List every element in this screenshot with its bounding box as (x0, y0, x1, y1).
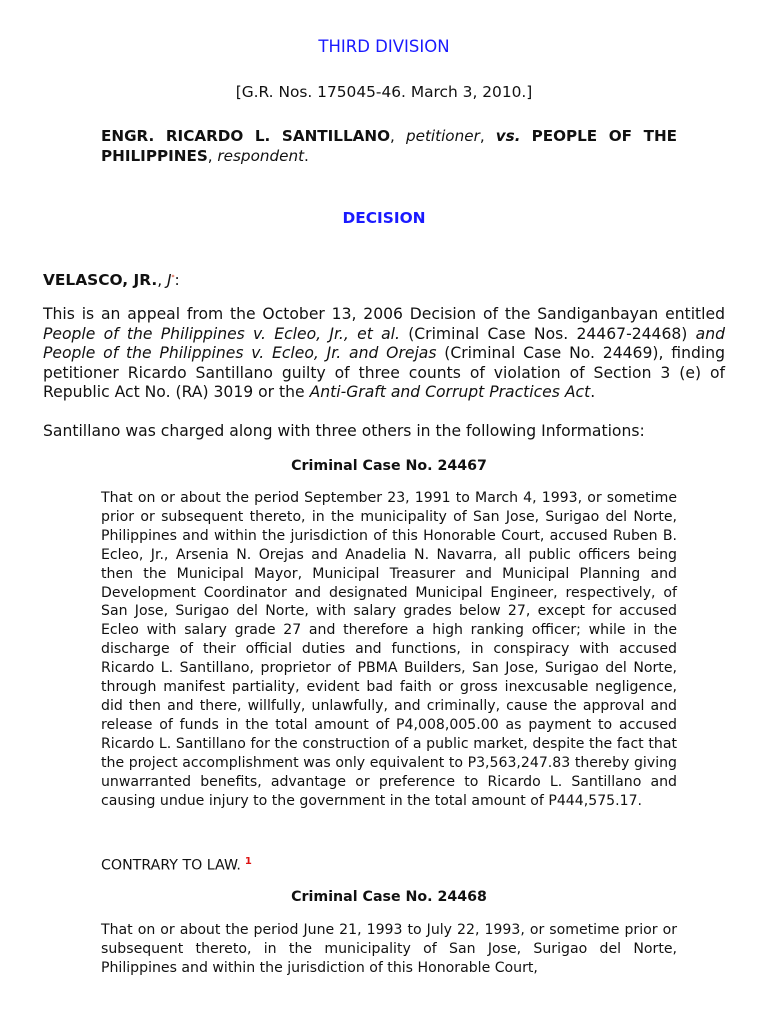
paragraph-text: . (590, 383, 596, 401)
opening-paragraph (43, 305, 725, 403)
respondent-name: PEOPLE OF THE PHILIPPINES (101, 127, 678, 165)
paragraph-text: (Criminal Case No. 24469), finding petitioner Ricardo Santillano guilty of three counts of violation of Section 3 (e) of Republic Act No. (RA) 3019 or the (43, 344, 725, 401)
petitioner-name: ENGR. RICARDO L. SANTILLANO (101, 127, 391, 145)
decision-heading: DECISION (342, 209, 426, 227)
ponente-name: VELASCO, JR. (43, 271, 158, 290)
division-heading: THIRD DIVISION (318, 37, 450, 56)
contrary-to-law (101, 852, 252, 876)
informations-intro: Santillano was charged along with three others in the following Informations: (43, 422, 645, 440)
case-2-information: That on or about the period June 21, 1993 to July 22, 1993, or sometime prior or subsequent thereto, in the municipality of San Jose, Surigao del Norte, Philippines and within the jurisdiction of this Honorable Court, (101, 922, 677, 976)
versus-label: vs. (495, 127, 521, 145)
paragraph-text: (Criminal Case Nos. 24467-24468) (399, 324, 696, 343)
case-1-information: That on or about the period September 23, 1991 to March 4, 1993, or sometime prior or subsequent thereto, in the municipality of San Jose, Surigao del Norte, Philippines and within the jurisdiction of this Honorable Court, accused Ruben B. Ecleo, Jr., Arsenia N. Orejas and Anadelia N. Navarra, all public officers being then the Municipal Mayor, Municipal Treasurer and Municipal Planning and Development Coordinator and designated Municipal Engineer, respectively, of San Jose, Surigao del Norte, with salary grades below 27, except for accused Ecleo with salary grade 27 and therefore a high ranking officer; while in the discharge of their official duties and functions, in conspiracy with accused Ricardo L. Santillano, proprietor of PBMA Builders, San Jose, Surigao del Norte, through manifest partiality, evident bad faith or gross inexcusable negligence, did then and there, willfully, unlawfully, and criminally, cause the approval and release of funds in the total amount of P4,008,005.00 as payment to accused Ricardo L. Santillano for the construction of a public market, despite the fact that the project accomplishment was only equivalent to P3,563,247.83 thereby giving unwarranted benefits, advantage or preference to Ricardo L. Santillano and causing undue injury to the government in the total amount of P444,575.17. (101, 490, 677, 809)
case-2-title: Criminal Case No. 24468 (291, 889, 487, 905)
case-title-italic: and People of the Philippines v. Ecleo, Jr. and Orejas (43, 324, 725, 362)
case-title-italic: People of the Philippines v. Ecleo, Jr., et al. (43, 324, 400, 343)
gr-number: [G.R. Nos. 175045-46. March 3, 2010.] (235, 83, 533, 101)
case-1-title: Criminal Case No. 24467 (291, 458, 487, 474)
act-title-italic: Anti-Graft and Corrupt Practices Act (309, 383, 591, 401)
ponente-footnote-marker[interactable]: * (171, 274, 175, 281)
case-parties: ENGR. RICARDO L. SANTILLANO, petitioner, vs. PEOPLE OF THE PHILIPPINES, respondent. (101, 127, 678, 165)
ponente: VELASCO, JR., J*: (43, 271, 180, 290)
contrary-label: CONTRARY TO LAW. (101, 857, 241, 874)
footnote-ref-link[interactable]: 1 (244, 856, 252, 867)
respondent-role: respondent (217, 147, 305, 165)
paragraph-text: This is an appeal from the October 13, 2006 Decision of the Sandiganbayan entitled (43, 305, 725, 323)
petitioner-role: petitioner (405, 127, 480, 145)
ponente-title: J (166, 271, 172, 290)
